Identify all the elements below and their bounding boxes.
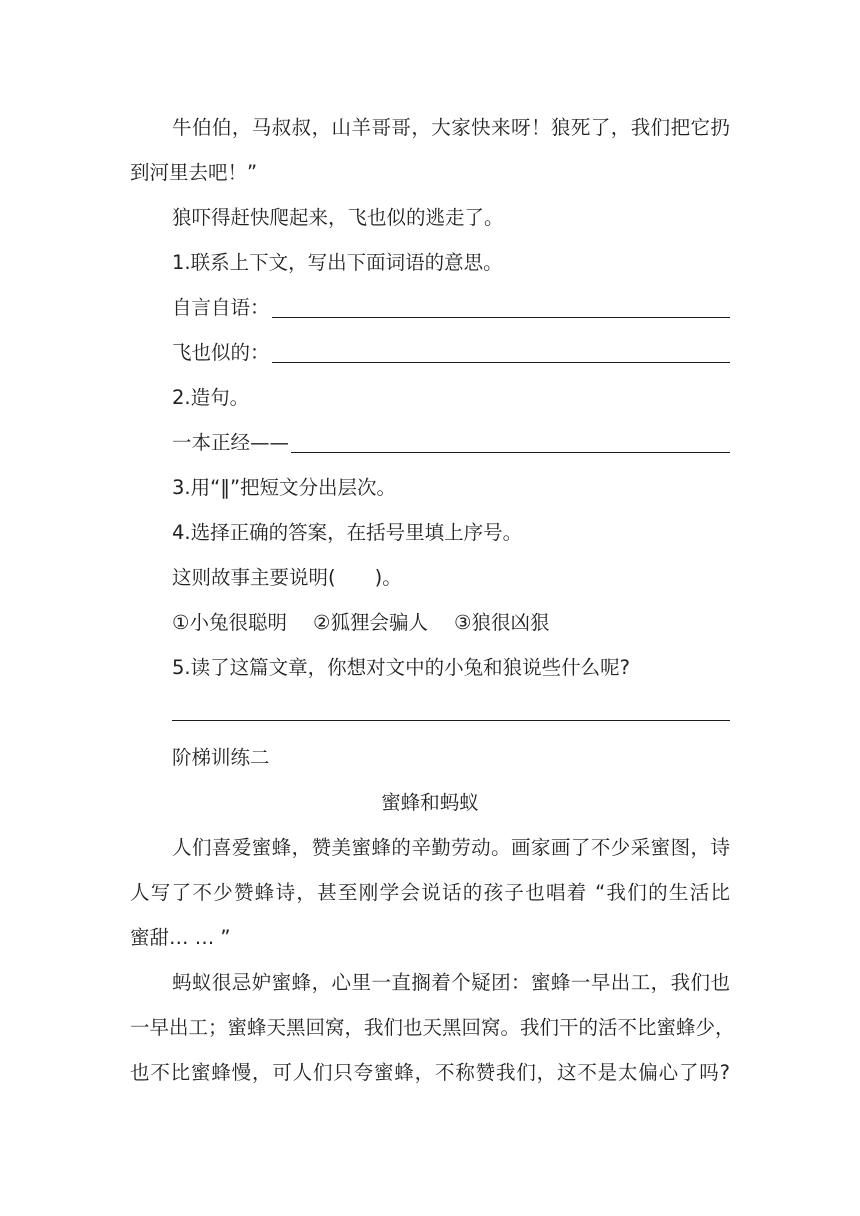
answer-line-sentence[interactable] <box>291 452 730 453</box>
answer-line-fei-ye-si-de[interactable] <box>272 362 730 363</box>
article-paragraph-line: 蜜甜… … ” <box>130 926 231 949</box>
question-1: 1.联系上下文，写出下面词语的意思。 <box>172 251 503 274</box>
option-2: ②狐狸会骗人 <box>312 611 428 634</box>
question-1-label-a: 自言自语： <box>172 296 270 319</box>
question-3: 3.用“‖”把短文分出层次。 <box>172 476 397 499</box>
question-4-stem: 这则故事主要说明( )。 <box>172 566 402 589</box>
question-5: 5.读了这篇文章，你想对文中的小兔和狼说些什么呢? <box>172 656 630 679</box>
article-paragraph-line: 一早出工；蜜蜂天黑回窝，我们也天黑回窝。我们干的活不比蜜蜂少， <box>130 1016 735 1039</box>
option-3: ③狼很凶狠 <box>453 611 550 634</box>
question-4: 4.选择正确的答案，在括号里填上序号。 <box>172 521 523 544</box>
article-paragraph-line: 人写了不少赞蜂诗，甚至刚学会说话的孩子也唱着 “我们的生活比 <box>130 881 730 904</box>
question-4-options <box>172 611 730 635</box>
question-2: 2.造句。 <box>172 386 250 409</box>
answer-line-zi-yan-zi-yu[interactable] <box>272 317 730 318</box>
article-paragraph-line: 也不比蜜蜂慢，可人们只夸蜜蜂，不称赞我们，这不是太偏心了吗? <box>130 1061 730 1084</box>
story-paragraph-line: 牛伯伯，马叔叔，山羊哥哥，大家快来呀！狼死了，我们把它扔 <box>172 116 730 139</box>
article-paragraph-line: 蚂蚁很忌妒蜜蜂，心里一直搁着个疑团：蜜蜂一早出工，我们也 <box>172 971 730 994</box>
article-title: 蜜蜂和蚂蚁 <box>381 791 479 814</box>
story-paragraph-line: 到河里去吧！” <box>130 161 258 184</box>
section-title: 阶梯训练二 <box>172 746 270 769</box>
article-paragraph-line: 人们喜爱蜜蜂，赞美蜜蜂的辛勤劳动。画家画了不少采蜜图，诗 <box>172 836 730 859</box>
question-1-label-b: 飞也似的： <box>172 341 270 364</box>
story-paragraph: 狼吓得赶快爬起来，飞也似的逃走了。 <box>172 206 504 229</box>
answer-line-q5[interactable] <box>172 720 730 721</box>
option-1: ①小兔很聪明 <box>172 611 287 634</box>
question-2-label: 一本正经—— <box>172 431 290 454</box>
